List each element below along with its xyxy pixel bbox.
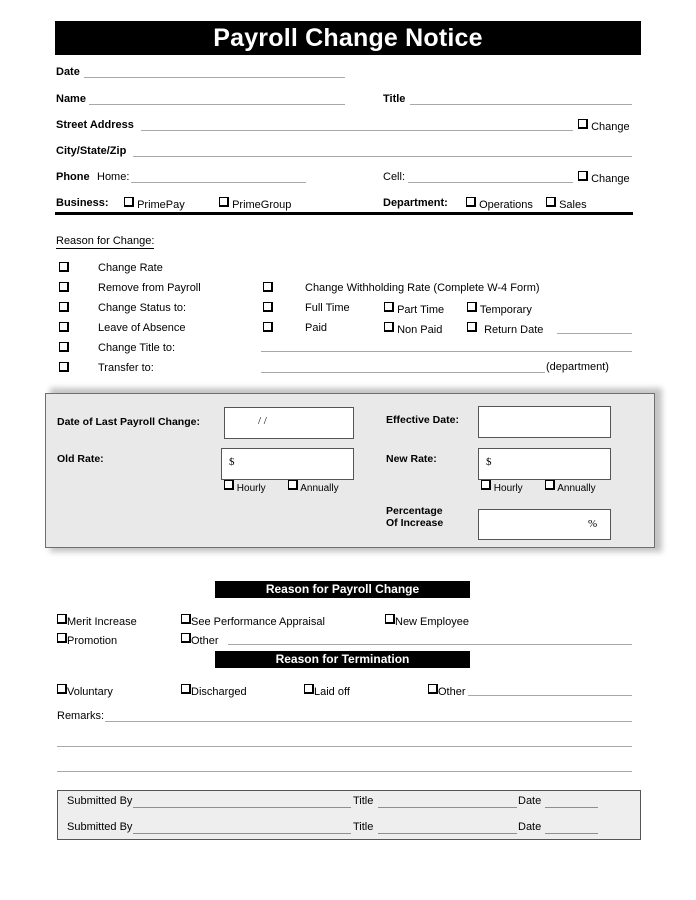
discharged-option[interactable] — [181, 684, 247, 698]
payroll-other-checkbox[interactable] — [181, 633, 191, 643]
full-time-checkbox[interactable] — [263, 302, 273, 312]
change-rate-label: Change Rate — [98, 262, 163, 274]
payroll-other-label: Other — [191, 635, 219, 647]
change-title-checkbox[interactable] — [59, 342, 69, 352]
signature-title-label-1: Title — [353, 795, 374, 807]
performance-appraisal-option[interactable] — [181, 614, 325, 628]
remove-from-payroll-label: Remove from Payroll — [98, 282, 201, 294]
effective-date-input[interactable] — [478, 406, 611, 438]
performance-appraisal-label: See Performance Appraisal — [191, 616, 325, 628]
discharged-checkbox[interactable] — [181, 684, 191, 694]
signature-date-label-1: Date — [518, 795, 542, 807]
return-date-label: Return Date — [484, 324, 544, 336]
title-input-line[interactable] — [410, 104, 632, 105]
transfer-to-label: Transfer to: — [98, 362, 154, 374]
withholding-checkbox[interactable] — [263, 282, 273, 292]
new-rate-hourly-option[interactable] — [481, 480, 523, 494]
street-change-option[interactable] — [578, 119, 630, 133]
reason-for-change-heading: Reason for Change: — [56, 235, 155, 247]
effective-date-label: Effective Date: — [386, 414, 459, 426]
termination-other-checkbox[interactable] — [428, 684, 438, 694]
name-label: Name — [56, 93, 86, 105]
termination-other-label: Other — [438, 686, 466, 698]
reason-row-remove-from-payroll[interactable] — [59, 282, 69, 296]
cell-phone-input-line[interactable] — [408, 182, 573, 183]
reason-row-leave-of-absence[interactable] — [59, 322, 69, 336]
status-part-time-option[interactable] — [384, 302, 444, 316]
merit-increase-label: Merit Increase — [67, 616, 137, 628]
payroll-other-input-line[interactable] — [228, 644, 632, 645]
change-status-checkbox[interactable] — [59, 302, 69, 312]
withholding-option[interactable] — [263, 282, 273, 296]
leave-paid-option[interactable] — [263, 322, 273, 336]
reason-row-change-rate[interactable] — [59, 262, 69, 276]
old-rate-label: Old Rate: — [57, 453, 104, 465]
signature-date-input-line-1[interactable] — [545, 807, 598, 808]
remove-from-payroll-checkbox[interactable] — [59, 282, 69, 292]
part-time-label: Part Time — [397, 304, 445, 316]
change-rate-checkbox[interactable] — [59, 262, 69, 272]
submitted-by-label-2: Submitted By — [67, 821, 133, 833]
voluntary-option[interactable] — [57, 684, 113, 698]
paid-label: Paid — [305, 322, 328, 334]
phone-change-label: Change — [591, 173, 630, 185]
transfer-department-note: (department) — [546, 361, 609, 373]
last-payroll-change-value: / / — [258, 415, 267, 427]
department-operations-label: Operations — [479, 199, 533, 211]
discharged-label: Discharged — [191, 686, 247, 698]
change-title-input-line[interactable] — [261, 351, 632, 352]
department-label: Department: — [383, 197, 448, 209]
business-option-primepay[interactable] — [124, 197, 185, 211]
payroll-other-option[interactable] — [181, 633, 219, 647]
business-label: Business: — [56, 197, 109, 209]
last-payroll-change-input[interactable] — [224, 407, 354, 439]
laid-off-label: Laid off — [314, 686, 350, 698]
street-address-label: Street Address — [56, 119, 134, 131]
cell-phone-label: Cell: — [383, 171, 406, 183]
street-change-checkbox[interactable] — [578, 119, 588, 129]
voluntary-label: Voluntary — [67, 686, 113, 698]
transfer-to-checkbox[interactable] — [59, 362, 69, 372]
city-state-zip-label: City/State/Zip — [56, 145, 127, 157]
non-paid-label: Non Paid — [397, 324, 443, 336]
business-primegroup-checkbox[interactable] — [219, 197, 229, 207]
old-rate-annually-option[interactable] — [288, 480, 339, 494]
department-operations-checkbox[interactable] — [466, 197, 476, 207]
department-sales-label: Sales — [559, 199, 587, 211]
signature-date-input-line-2[interactable] — [545, 833, 598, 834]
title-label: Title — [383, 93, 406, 105]
temporary-label: Temporary — [479, 304, 532, 316]
submitted-by-input-line-1[interactable] — [133, 807, 351, 808]
home-phone-label: Home: — [97, 171, 130, 183]
return-date-input-line[interactable] — [557, 333, 632, 334]
termination-other-option[interactable] — [428, 684, 466, 698]
temporary-checkbox[interactable] — [467, 302, 477, 312]
phone-change-checkbox[interactable] — [578, 171, 588, 181]
business-primepay-checkbox[interactable] — [124, 197, 134, 207]
laid-off-checkbox[interactable] — [304, 684, 314, 694]
street-change-label: Change — [591, 121, 630, 133]
full-time-label: Full Time — [305, 302, 350, 314]
department-option-operations[interactable] — [466, 197, 533, 211]
date-input-line[interactable] — [84, 77, 345, 78]
performance-appraisal-checkbox[interactable] — [181, 614, 191, 624]
reason-row-transfer-to[interactable] — [59, 362, 69, 376]
signature-title-label-2: Title — [353, 821, 374, 833]
promotion-checkbox[interactable] — [57, 633, 67, 643]
laid-off-option[interactable] — [304, 684, 350, 698]
section-divider-rule — [55, 212, 633, 215]
reason-row-change-title[interactable] — [59, 342, 69, 356]
new-rate-annually-option[interactable] — [545, 480, 596, 494]
remarks-label: Remarks: — [57, 710, 105, 722]
new-employee-label: New Employee — [395, 616, 469, 628]
old-rate-input[interactable] — [221, 448, 354, 480]
home-phone-input-line[interactable] — [131, 182, 306, 183]
transfer-to-input-line[interactable] — [261, 372, 545, 373]
new-rate-value: $ — [486, 456, 492, 468]
signature-date-label-2: Date — [518, 821, 542, 833]
withholding-label: Change Withholding Rate (Complete W-4 Form) — [305, 282, 540, 294]
promotion-option[interactable] — [57, 633, 117, 647]
change-title-label: Change Title to: — [98, 342, 176, 354]
merit-increase-option[interactable] — [57, 614, 137, 628]
percentage-symbol: % — [588, 518, 598, 530]
percentage-label-line1: Percentage — [386, 505, 443, 517]
street-address-input-line[interactable] — [141, 130, 573, 131]
remarks-input-line-1[interactable] — [105, 721, 632, 722]
new-rate-hourly-label: Hourly — [493, 483, 523, 494]
return-date-checkbox[interactable] — [467, 322, 477, 332]
merit-increase-checkbox[interactable] — [57, 614, 67, 624]
old-rate-annually-checkbox[interactable] — [288, 480, 298, 490]
new-employee-checkbox[interactable] — [385, 614, 395, 624]
remarks-input-line-3[interactable] — [57, 771, 632, 772]
paid-checkbox[interactable] — [263, 322, 273, 332]
leave-of-absence-label: Leave of Absence — [98, 322, 186, 334]
new-rate-annually-label: Annually — [557, 483, 596, 494]
last-payroll-change-label: Date of Last Payroll Change: — [57, 416, 200, 428]
name-input-line[interactable] — [89, 104, 345, 105]
leave-return-date-option[interactable] — [467, 322, 543, 336]
phone-change-option[interactable] — [578, 171, 630, 185]
change-status-label: Change Status to: — [98, 302, 187, 314]
leave-of-absence-checkbox[interactable] — [59, 322, 69, 332]
percentage-label-line2: Of Increase — [386, 517, 444, 529]
old-rate-annually-label: Annually — [300, 483, 339, 494]
new-rate-label: New Rate: — [386, 453, 437, 465]
old-rate-hourly-option[interactable] — [224, 480, 266, 494]
department-option-sales[interactable] — [546, 197, 587, 211]
part-time-checkbox[interactable] — [384, 302, 394, 312]
old-rate-hourly-checkbox[interactable] — [224, 480, 234, 490]
phone-label: Phone — [56, 171, 90, 183]
old-rate-hourly-label: Hourly — [236, 483, 266, 494]
business-primegroup-label: PrimeGroup — [232, 199, 292, 211]
leave-non-paid-option[interactable] — [384, 322, 442, 336]
remarks-input-line-2[interactable] — [57, 746, 632, 747]
non-paid-checkbox[interactable] — [384, 322, 394, 332]
reason-for-termination-bar: Reason for Termination — [215, 651, 470, 668]
submitted-by-input-line-2[interactable] — [133, 833, 351, 834]
date-label: Date — [56, 66, 80, 78]
status-temporary-option[interactable] — [467, 302, 532, 316]
old-rate-value: $ — [229, 456, 235, 468]
business-primepay-label: PrimePay — [137, 199, 185, 211]
new-rate-input[interactable] — [478, 448, 611, 480]
percentage-of-increase-label — [386, 505, 443, 529]
reason-row-change-status[interactable] — [59, 302, 69, 316]
promotion-label: Promotion — [67, 635, 118, 647]
reason-for-payroll-change-bar: Reason for Payroll Change — [215, 581, 470, 598]
status-full-time-option[interactable] — [263, 302, 273, 316]
city-state-zip-input-line[interactable] — [133, 156, 632, 157]
department-sales-checkbox[interactable] — [546, 197, 556, 207]
signature-title-input-line-1[interactable] — [378, 807, 517, 808]
new-employee-option[interactable] — [385, 614, 469, 628]
signature-title-input-line-2[interactable] — [378, 833, 517, 834]
termination-other-input-line[interactable] — [468, 695, 632, 696]
voluntary-checkbox[interactable] — [57, 684, 67, 694]
new-rate-hourly-checkbox[interactable] — [481, 480, 491, 490]
new-rate-annually-checkbox[interactable] — [545, 480, 555, 490]
form-title-banner: Payroll Change Notice — [55, 21, 641, 55]
submitted-by-label-1: Submitted By — [67, 795, 133, 807]
business-option-primegroup[interactable] — [219, 197, 291, 211]
